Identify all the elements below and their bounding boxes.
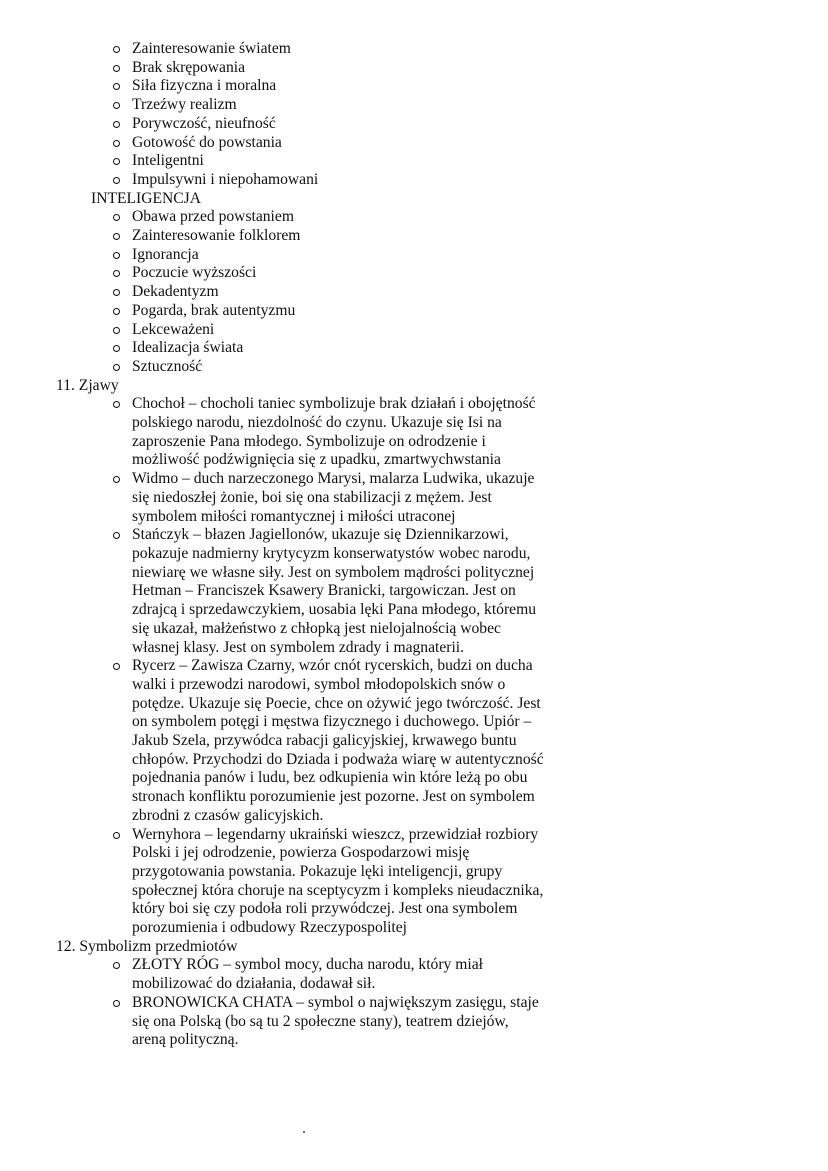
list-item-text: Chochoł – chocholi taniec symbolizuje brak działań i obojętność polskiego narodu, niezdolność do czynu. Ukazuje się Isi na zaproszenie Pana młodego. Symbolizuje on odrodzenie i możliwość podźwignięcia się z upadku, zmartwychwstania (132, 395, 536, 469)
circle-bullet-icon (113, 140, 120, 147)
circle-bullet-icon (113, 308, 120, 315)
list-item (0, 321, 546, 340)
circle-bullet-icon (113, 532, 120, 539)
list-item (0, 152, 546, 171)
list-item-text: Obawa przed powstaniem (132, 208, 294, 226)
list-item-text: Wernyhora – legendarny ukraiński wieszcz, przewidział rozbiory Polski i jej odrodzenie, powierza Gospodarzowi misję przygotowania powstania. Pokazuje lęki inteligencji, grupy społecznej która choruje na sceptycyzm i kompleks nieudacznika, który boi się czy podoła roli przywódczej. Jest ona symbolem porozumienia i odbudowy Rzeczypospolitej (132, 825, 544, 937)
list-item-text: BRONOWICKA CHATA – symbol o największym zasięgu, staje się ona Polską (bo są tu 2 społeczne stany), teatrem dziejów, areną polityczną. (132, 993, 539, 1049)
list-item-text: Zainteresowanie folklorem (132, 227, 301, 245)
list-item (0, 283, 546, 302)
list-item (0, 115, 546, 134)
list-item-text: Siła fizyczna i moralna (132, 77, 277, 95)
list-item (0, 171, 546, 190)
list-item-text: Rycerz – Zawisza Czarny, wzór cnót rycerskich, budzi on ducha walki i przewodzi narodowi, symbol młodopolskich snów o potędze. Ukazuje się Poecie, chce on ożywić jego twórczość. Jest on symbolem potęgi i męstwa fizycznego i duchowego. Upiór – Jakub Szela, przywódca rabacji galicyjskiej, krwawego buntu chłopów. Przychodzi do Dziada i podważa wiarę w autentyczność pojednania panów i ludu, bez odkupienia win które leżą po obu stronach konfliktu porozumienie jest pozorne. Jest on symbolem zbrodni z czasów galicyjskich. (132, 657, 544, 824)
circle-bullet-icon (113, 476, 120, 483)
circle-bullet-icon (113, 327, 120, 334)
list-item-text: Widmo – duch narzeczonego Marysi, malarza Ludwika, ukazuje się niedoszłej żonie, boi się ona stabilizacji z mężem. Jest symbolem miłości romantycznej i miłości utraconej (132, 470, 535, 525)
list-item-text: Impulsywni i niepohamowani (132, 170, 319, 188)
list-item (0, 208, 546, 227)
list-item (0, 358, 546, 377)
list-item (0, 134, 546, 153)
list-item (0, 96, 546, 115)
symbolizm-list (0, 956, 828, 1050)
list-item (0, 395, 546, 470)
list-item-text: Ignorancja (132, 245, 199, 263)
list-item-text: Lekceważeni (132, 320, 215, 338)
circle-bullet-icon (113, 46, 120, 53)
circle-bullet-icon (113, 364, 120, 371)
traits-list (0, 40, 828, 190)
list-item (0, 339, 546, 358)
inteligencja-list (0, 208, 828, 376)
list-item (0, 246, 546, 265)
list-item (0, 994, 546, 1050)
list-item-text: Stańczyk – błazen Jagiellonów, ukazuje się Dziennikarzowi, pokazuje nadmierny krytycyzm konserwatystów wobec narodu, niewiarę we własne siły. Jest on symbolem mądrości politycznej Hetman – Franciszek Ksawery Branicki, targowiczan. Jest on zdrajcą i sprzedawczykiem, uosabia lęki Pana młodego, któremu się ukazał, małżeństwo z chłopką jest nielojalnością wobec własnej klasy. Jest on symbolem zdrady i magnaterii. (132, 526, 536, 656)
circle-bullet-icon (113, 270, 120, 277)
list-item (0, 657, 546, 825)
list-item-text: Poczucie wyższości (132, 264, 257, 282)
list-item-text: Trzeźwy realizm (132, 96, 237, 114)
list-item (0, 302, 546, 321)
list-item-text: Porywczość, nieufność (132, 114, 276, 132)
circle-bullet-icon (113, 121, 120, 128)
circle-bullet-icon (113, 252, 120, 259)
list-item (0, 526, 546, 657)
list-item-text: ZŁOTY RÓG – symbol mocy, ducha narodu, który miał mobilizować do działania, dodawał sił. (132, 956, 483, 993)
circle-bullet-icon (113, 962, 120, 969)
circle-bullet-icon (113, 832, 120, 839)
list-item-text: Sztuczność (132, 357, 203, 375)
list-item-text: Pogarda, brak autentyzmu (132, 301, 296, 319)
list-item (0, 470, 546, 526)
circle-bullet-icon (113, 102, 120, 109)
circle-bullet-icon (113, 158, 120, 165)
list-item-text: Gotowość do powstania (132, 133, 282, 151)
list-item-text: Inteligentni (132, 152, 204, 170)
list-item (0, 264, 546, 283)
inteligencja-heading: INTELIGENCJA (91, 189, 202, 207)
circle-bullet-icon (113, 177, 120, 184)
circle-bullet-icon (113, 214, 120, 221)
list-item-text: Zainteresowanie światem (132, 40, 291, 57)
circle-bullet-icon (113, 65, 120, 72)
list-item (0, 40, 546, 59)
list-item (0, 59, 546, 78)
list-item-text: Brak skrępowania (132, 58, 246, 76)
circle-bullet-icon (113, 83, 120, 90)
list-item (0, 227, 546, 246)
circle-bullet-icon (113, 233, 120, 240)
list-item-text: Idealizacja świata (132, 339, 244, 357)
circle-bullet-icon (113, 1000, 120, 1007)
list-item-text: Dekadentyzm (132, 283, 219, 301)
circle-bullet-icon (113, 345, 120, 352)
list-item (0, 77, 546, 96)
section-12-heading: 12. Symbolizm przedmiotów (56, 937, 238, 955)
circle-bullet-icon (113, 289, 120, 296)
list-item (0, 956, 546, 993)
circle-bullet-icon (113, 663, 120, 670)
list-item (0, 826, 546, 938)
page-dot-mark (303, 1131, 305, 1133)
document-body (0, 40, 828, 1050)
circle-bullet-icon (113, 401, 120, 408)
section-11-heading: 11. Zjawy (56, 376, 119, 394)
zjawy-list (0, 395, 828, 937)
